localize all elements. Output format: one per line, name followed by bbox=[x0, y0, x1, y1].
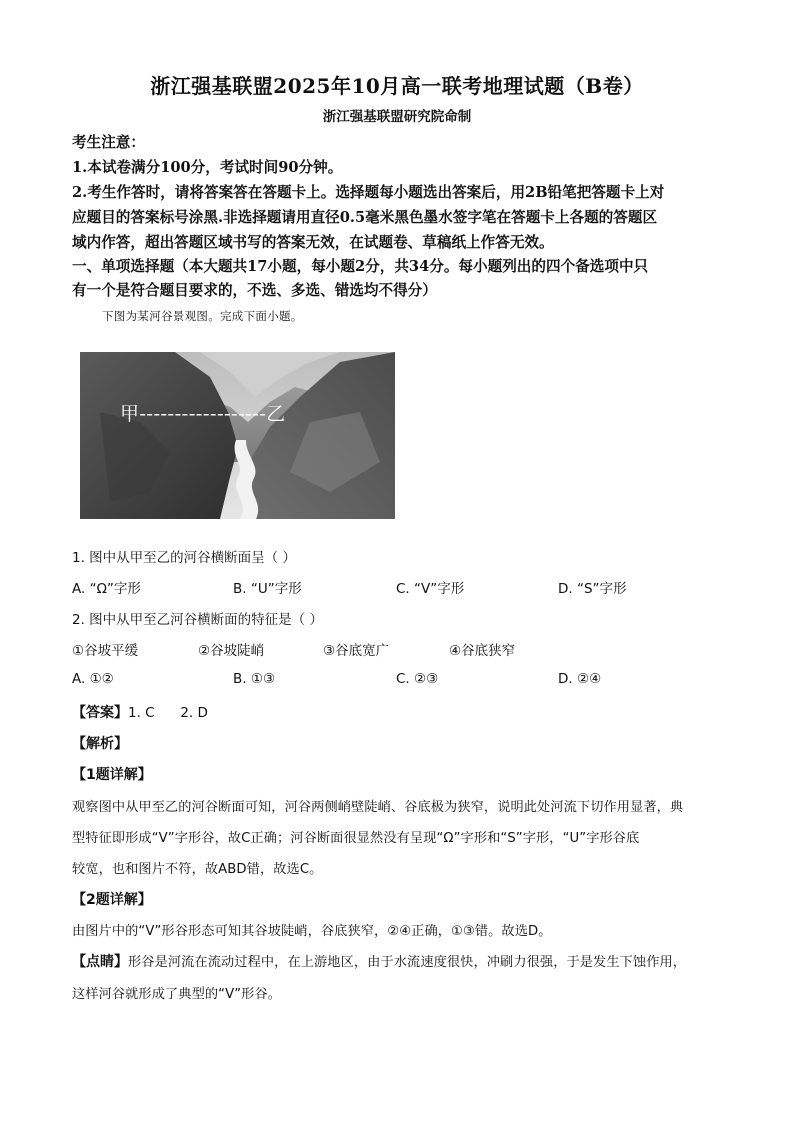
q1-option-c: C. “V”字形 bbox=[396, 581, 465, 597]
detail-2-line-1: 由图片中的“V”形谷形态可知其谷坡陡峭，谷底狭窄，②④正确，①③错。故选D。 bbox=[72, 924, 552, 939]
profile-dashes: ------------------ bbox=[139, 403, 267, 425]
notice-item-2-line-2: 应题目的答案标号涂黑.非选择题请用直径0.5毫米黑色墨水签字笔在答题卡上各题的答题区 bbox=[72, 209, 658, 226]
notice-item-2-line-3: 域内作答，超出答题区域书写的答案无效，在试题卷、草稿纸上作答无效。 bbox=[72, 234, 554, 251]
page-subtitle: 浙江强基联盟研究院命制 bbox=[322, 109, 472, 125]
q1-stem: 1. 图中从甲至乙的河谷横断面呈（ ） bbox=[72, 550, 296, 566]
q2-feature-4: ④谷底狭窄 bbox=[449, 643, 516, 659]
analysis-tag: 【解析】 bbox=[72, 736, 128, 752]
question-intro: 下图为某河谷景观图。完成下面小题。 bbox=[102, 309, 303, 323]
notice-item-1: 1.本试卷满分100分，考试时间90分钟。 bbox=[72, 159, 343, 176]
detail-1-tag: 【1题详解】 bbox=[72, 767, 152, 783]
section-heading-line-1: 一、单项选择题（本大题共17小题，每小题2分，共34分。每小题列出的四个备选项中只 bbox=[72, 258, 649, 275]
q1-option-a: A. “Ω”字形 bbox=[72, 581, 141, 597]
notice-heading: 考生注意： bbox=[72, 134, 145, 151]
section-heading-line-2: 有一个是符合题目要求的，不选、多选、错选均不得分） bbox=[72, 282, 437, 299]
q2-feature-1: ①谷坡平缓 bbox=[72, 643, 139, 659]
q2-option-c: C. ②③ bbox=[396, 671, 439, 687]
detail-1-line-3: 较宽，也和图片不符，故ABD错，故选C。 bbox=[72, 862, 323, 877]
answer-tag: 【答案】 bbox=[72, 705, 128, 721]
q1-option-d: D. “S”字形 bbox=[558, 581, 627, 597]
tip-tag: 【点睛】 bbox=[72, 954, 128, 970]
tip-line-2: 这样河谷就形成了典型的“V”形谷。 bbox=[72, 987, 282, 1002]
valley-image-svg bbox=[80, 352, 395, 519]
river-valley-photo bbox=[80, 352, 395, 519]
q2-stem: 2. 图中从甲至乙河谷横断面的特征是（ ） bbox=[72, 612, 323, 628]
q2-option-d: D. ②④ bbox=[558, 671, 602, 687]
tip-row bbox=[72, 951, 686, 971]
q2-option-a: A. ①② bbox=[72, 671, 114, 687]
q2-feature-3: ③谷底宽广 bbox=[323, 643, 390, 659]
profile-line bbox=[120, 399, 285, 426]
detail-1-line-2: 型特征即形成“V”字形谷，故C正确；河谷断面很显然没有呈现“Ω”字形和“S”字形，“U”字形谷底 bbox=[72, 831, 640, 846]
notice-item-2-line-1: 2.考生作答时，请将答案答在答题卡上。选择题每小题选出答案后，用2B铅笔把答题卡上对 bbox=[72, 184, 665, 201]
q2-feature-2: ②谷坡陡峭 bbox=[198, 643, 265, 659]
detail-1-line-1: 观察图中从甲至乙的河谷断面可知，河谷两侧峭壁陡峭、谷底极为狭窄，说明此处河流下切作用显著，典 bbox=[72, 800, 684, 815]
page-title: 浙江强基联盟2025年10月高一联考地理试题（B卷） bbox=[150, 74, 644, 98]
q2-option-b: B. ①③ bbox=[233, 671, 276, 687]
label-jia: 甲 bbox=[120, 403, 140, 425]
answer-row bbox=[72, 702, 208, 722]
label-yi: 乙 bbox=[266, 403, 286, 425]
tip-line-1: 形谷是河流在流动过程中，在上游地区，由于水流速度很快，冲刷力很强，于是发生下蚀作用， bbox=[128, 955, 687, 970]
detail-2-tag: 【2题详解】 bbox=[72, 892, 152, 908]
q1-option-b: B. “U”字形 bbox=[233, 581, 302, 597]
answer-text: 1. C 2. D bbox=[128, 705, 208, 721]
